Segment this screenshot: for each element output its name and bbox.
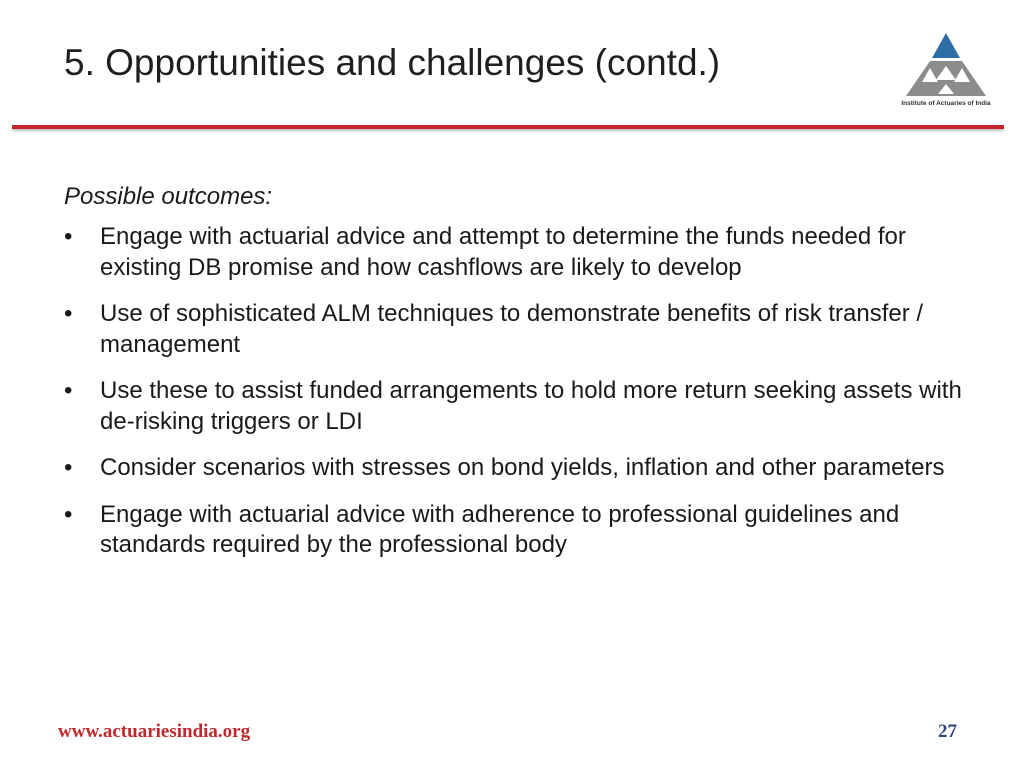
bullet-item — [64, 376, 964, 437]
bullet-text: Consider scenarios with stresses on bond yields, inflation and other parameters — [100, 454, 945, 481]
bullet-icon: • — [64, 377, 73, 404]
bullet-item — [64, 500, 964, 561]
bullet-icon: • — [64, 223, 73, 250]
logo-caption: Institute of Actuaries of India — [901, 100, 991, 107]
bullet-item — [64, 299, 964, 360]
logo-triangle-icon — [900, 30, 992, 98]
institute-logo — [896, 30, 996, 114]
bullet-list — [64, 222, 964, 561]
bullet-icon: • — [64, 454, 73, 481]
bullet-text: Engage with actuarial advice with adherence to professional guidelines and standards required by the professional body — [100, 500, 900, 558]
bullet-text: Use these to assist funded arrangements to hold more return seeking assets with de-risking triggers or LDI — [100, 377, 962, 435]
bullet-text: Use of sophisticated ALM techniques to demonstrate benefits of risk transfer / management — [100, 300, 924, 358]
bullet-icon: • — [64, 300, 73, 327]
bullet-text: Engage with actuarial advice and attempt to determine the funds needed for existing DB promise and how cashflows are likely to develop — [100, 223, 906, 281]
slide-title: 5. Opportunities and challenges (contd.) — [64, 42, 721, 83]
footer-website-link[interactable]: www.actuariesindia.org — [58, 721, 251, 742]
bullet-item — [64, 453, 964, 484]
subheading: Possible outcomes: — [64, 183, 273, 210]
bullet-icon: • — [64, 500, 73, 528]
slide-body — [64, 182, 964, 577]
title-divider — [12, 125, 1004, 129]
page-number: 27 — [938, 721, 957, 742]
bullet-item — [64, 222, 964, 283]
